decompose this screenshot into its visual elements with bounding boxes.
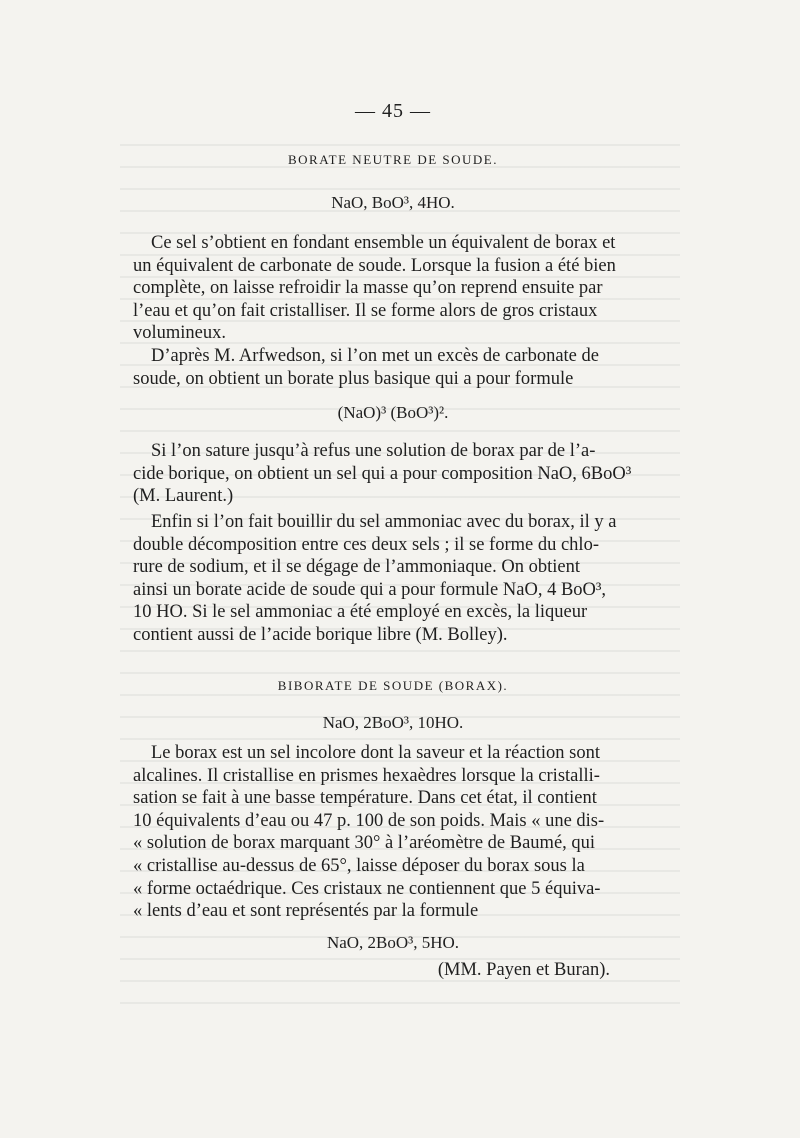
paragraph-3 xyxy=(133,440,653,508)
paragraph-2 xyxy=(133,345,653,390)
text-line: double décomposition entre ces deux sels ; il se forme du chlo- xyxy=(133,534,599,555)
text-line: contient aussi de l’acide borique libre (M. Bolley). xyxy=(133,624,508,645)
text-line: Si l’on sature jusqu’à refus une solution de borax par de l’a- xyxy=(151,441,596,461)
text-line: sation se fait à une basse température. Dans cet état, il contient xyxy=(133,788,597,809)
text-line: Ce sel s’obtient en fondant ensemble un équivalent de borax et xyxy=(151,233,616,253)
text-line: rure de sodium, et il se dégage de l’ammoniaque. On obtient xyxy=(133,557,580,578)
text-line: ainsi un borate acide de soude qui a pour formule NaO, 4 BoO³, xyxy=(133,579,607,600)
formula-basic-borate: (NaO)³ (BoO³)². xyxy=(337,403,449,422)
formula-borate-neutre: NaO, BoO³, 4HO. xyxy=(331,193,455,212)
formula-borax: NaO, 2BoO³, 10HO. xyxy=(322,713,464,732)
text-line: cide borique, on obtient un sel qui a pour composition NaO, 6BoO³ xyxy=(133,463,632,484)
text-line: « cristallise au-dessus de 65°, laisse déposer du borax sous la xyxy=(133,855,585,876)
page-number: — 45 — xyxy=(355,100,431,122)
text-line: 10 HO. Si le sel ammoniac a été employé en excès, la liqueur xyxy=(133,602,588,623)
text-line: Le borax est un sel incolore dont la saveur et la réaction sont xyxy=(151,743,600,763)
text-line: l’eau et qu’on fait cristalliser. Il se forme alors de gros cristaux xyxy=(133,300,598,321)
text-line: « forme octaédrique. Ces cristaux ne contiennent que 5 équiva- xyxy=(133,878,601,899)
text-line: soude, on obtient un borate plus basique qui a pour formule xyxy=(133,368,574,389)
text-line: volumineux. xyxy=(133,323,227,344)
text-line: « lents d’eau et sont représentés par la formule xyxy=(133,901,479,922)
text-line: complète, on laisse refroidir la masse qu’on reprend ensuite par xyxy=(133,278,603,299)
text-line: 10 équivalents d’eau ou 47 p. 100 de son poids. Mais « une dis- xyxy=(133,810,605,831)
text-line: (M. Laurent.) xyxy=(133,486,234,507)
text-line: alcalines. Il cristallise en prismes hexaèdres lorsque la cristalli- xyxy=(133,765,600,786)
section-heading-borate-neutre: BORATE NEUTRE DE SOUDE. xyxy=(288,152,498,167)
paragraph-4 xyxy=(133,511,653,647)
text-line: D’après M. Arfwedson, si l’on met un excès de carbonate de xyxy=(151,346,599,366)
text-line: un équivalent de carbonate de soude. Lorsque la fusion a été bien xyxy=(133,255,616,276)
text-line: « solution de borax marquant 30° à l’aréomètre de Baumé, qui xyxy=(133,833,596,854)
formula-octahedral-borax: NaO, 2BoO³, 5HO. xyxy=(326,933,460,952)
section-heading-biborate: BIBORATE DE SOUDE (BORAX). xyxy=(277,678,509,693)
paragraph-1 xyxy=(133,232,653,345)
paragraph-5 xyxy=(133,742,653,923)
text-line: Enfin si l’on fait bouillir du sel ammoniac avec du borax, il y a xyxy=(151,512,617,532)
attribution: (MM. Payen et Buran). xyxy=(437,960,610,980)
